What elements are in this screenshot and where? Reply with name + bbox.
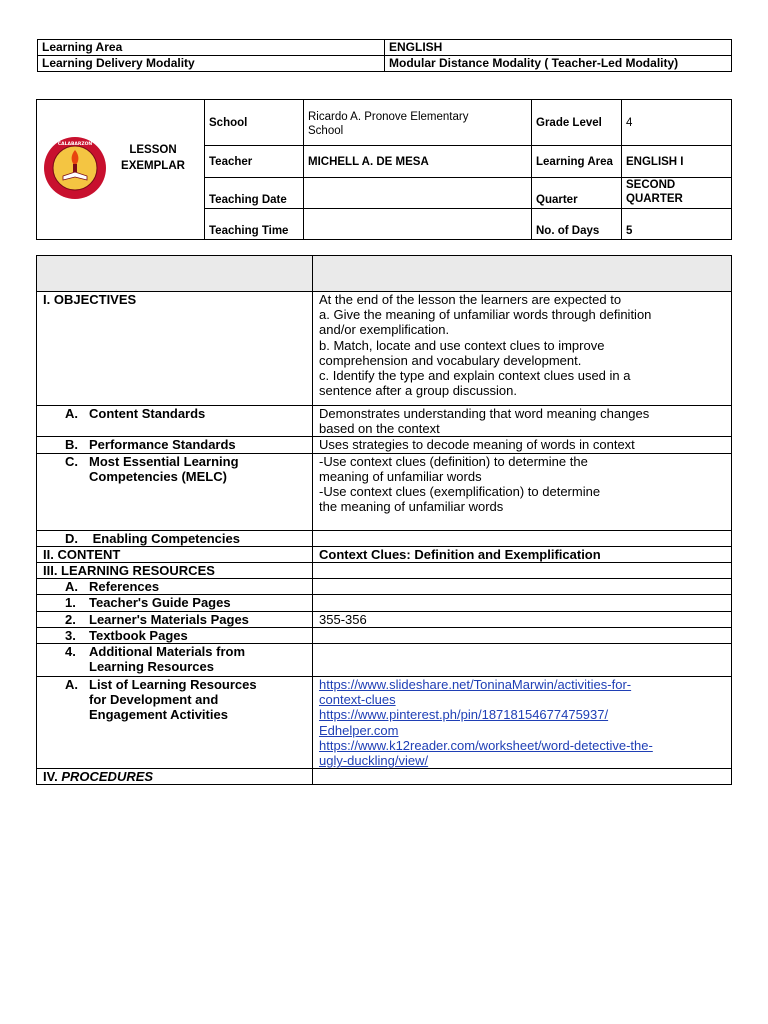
enabling-competencies-text [313,530,732,546]
resource-list-line-1: List of Learning Resources [89,677,257,693]
delivery-modality-label: Learning Delivery Modality [38,56,385,72]
resource-list-line-2: for Development and [89,692,219,708]
performance-standards-text: Uses strategies to decode meaning of words in context [313,437,732,453]
objective-line: At the end of the lesson the learners are expected to [319,292,622,307]
textbook-row [37,627,732,643]
title-line-2: EXEMPLAR [121,160,185,172]
learners-materials-row [37,611,732,627]
learners-materials-label-text: Learner's Materials Pages [89,611,249,627]
learning-area-label-2: Learning Area [532,146,622,178]
item-number: 1. [65,595,76,611]
lesson-exemplar-title [117,142,189,174]
enabling-competencies-label-text: Enabling Competencies [89,530,240,546]
objectives-label: I. OBJECTIVES [37,292,313,406]
objective-line: b. Match, locate and use context clues to improve [319,337,605,353]
content-standards-text [313,406,732,437]
item-number: A. [65,579,78,595]
learning-area-label: Learning Area [38,40,385,56]
teachers-guide-label [37,595,313,611]
delivery-modality-row [38,56,732,72]
learners-materials-label [37,611,313,627]
procedures-row [37,769,732,785]
melc-row [37,453,732,530]
references-label-text: References [89,579,160,595]
procedures-text [313,769,732,785]
teacher-label: Teacher [205,146,304,178]
header-row [37,256,732,292]
objective-line: sentence after a group discussion. [319,383,518,399]
item-number: 3. [65,627,76,643]
content-standards-row [37,406,732,437]
learning-resources-row [37,563,732,579]
objectives-row [37,292,732,406]
learning-resources-label: III. LEARNING RESOURCES [37,563,313,579]
content-standards-line: Demonstrates understanding that word meaning changes [319,406,650,421]
content-standards-label-text: Content Standards [89,406,206,421]
school-value-line-1: Ricardo A. Pronove Elementary [308,110,469,123]
content-text: Context Clues: Definition and Exemplification [313,546,732,562]
performance-standards-label [37,437,313,453]
melc-line: the meaning of unfamiliar words [319,499,504,515]
learning-resources-text [313,563,732,579]
learning-area-value-2: ENGLISH I [622,146,732,178]
references-text [313,579,732,595]
deped-seal-icon [43,136,107,200]
objective-line: c. Identify the type and explain context clues used in a [319,368,631,384]
teachers-guide-row [37,595,732,611]
references-label [37,579,313,595]
objectives-text [313,292,732,406]
item-number: C. [65,453,78,469]
teaching-date-label: Teaching Date [205,178,304,209]
school-label: School [205,100,304,146]
resource-list-line-3: Engagement Activities [89,707,228,723]
teachers-guide-text [313,595,732,611]
info-table [37,39,732,72]
performance-standards-row [37,437,732,453]
pinterest-link[interactable]: https://www.pinterest.ph/pin/18718154677475937/ [319,707,609,723]
content-standards-line: based on the context [319,421,440,437]
quarter-value-line-2: QUARTER [626,193,683,205]
objective-line: and/or exemplification. [319,322,450,338]
grade-level-label: Grade Level [532,100,622,146]
enabling-competencies-label [37,530,313,546]
melc-text [313,453,732,530]
references-row [37,579,732,595]
teacher-value: MICHELL A. DE MESA [304,146,532,178]
textbook-label-text: Textbook Pages [89,627,188,643]
additional-materials-line-1: Additional Materials from [89,644,246,660]
seal-ring-text: CALABARZON [57,142,93,147]
delivery-modality-value: Modular Distance Modality ( Teacher-Led Modality) [385,56,732,72]
learners-materials-value: 355-356 [313,611,732,627]
item-number: A. [65,677,78,693]
slideshare-link[interactable]: https://www.slideshare.net/ToninaMarwin/activities-for- [319,677,632,693]
quarter-value-line-1: SECOND [626,179,676,191]
enabling-competencies-row [37,530,732,546]
edhelper-link[interactable]: Edhelper.com [319,722,399,738]
content-label: II. CONTENT [37,546,313,562]
teaching-time-value [304,209,532,240]
school-value-line-2: School [308,124,344,137]
slideshare-link-cont[interactable]: context-clues [319,692,396,708]
item-number: A. [65,406,78,421]
teaching-time-label: Teaching Time [205,209,304,240]
header-cell-right [313,256,732,292]
logo-cell [37,100,205,240]
procedures-label-text: PROCEDURES [61,769,154,785]
quarter-value [622,178,732,209]
header-cell-left [37,256,313,292]
school-value [304,100,532,146]
resource-links [313,677,732,769]
melc-line: meaning of unfamiliar words [319,468,482,484]
resource-list-label [37,677,313,769]
additional-materials-row [37,644,732,677]
content-row [37,546,732,562]
objective-line: comprehension and vocabulary development. [319,352,582,368]
objective-line: a. Give the meaning of unfamiliar words through definition [319,307,652,323]
procedures-prefix: IV. [43,769,62,785]
textbook-label [37,627,313,643]
teachers-guide-label-text: Teacher's Guide Pages [89,595,231,611]
melc-line: -Use context clues (definition) to determine the [319,453,588,469]
learning-area-row [38,40,732,56]
item-number: 2. [65,611,76,627]
k12reader-link-cont[interactable]: ugly-duckling/view/ [319,753,429,769]
quarter-label: Quarter [532,178,622,209]
no-of-days-label: No. of Days [532,209,622,240]
textbook-text [313,627,732,643]
additional-materials-text [313,644,732,677]
lesson-header-table [36,99,732,240]
grade-level-value: 4 [622,100,732,146]
melc-label-line-1: Most Essential Learning [89,453,239,469]
procedures-label [37,769,313,785]
item-number: 4. [65,644,76,660]
additional-materials-label [37,644,313,677]
performance-standards-label-text: Performance Standards [89,437,236,453]
additional-materials-line-2: Learning Resources [89,659,214,675]
k12reader-link[interactable]: https://www.k12reader.com/worksheet/word-detective-the- [319,737,653,753]
learning-area-value: ENGLISH [385,40,732,56]
melc-label-line-2: Competencies (MELC) [89,468,227,484]
melc-label [37,453,313,530]
lesson-plan-table [36,255,732,785]
melc-line: -Use context clues (exemplification) to determine [319,484,601,500]
no-of-days-value: 5 [622,209,732,240]
teaching-date-value [304,178,532,209]
content-standards-label [37,406,313,437]
item-number: D. [65,530,78,546]
resource-list-row [37,677,732,769]
title-line-1: LESSON [129,144,177,156]
item-number: B. [65,437,78,453]
